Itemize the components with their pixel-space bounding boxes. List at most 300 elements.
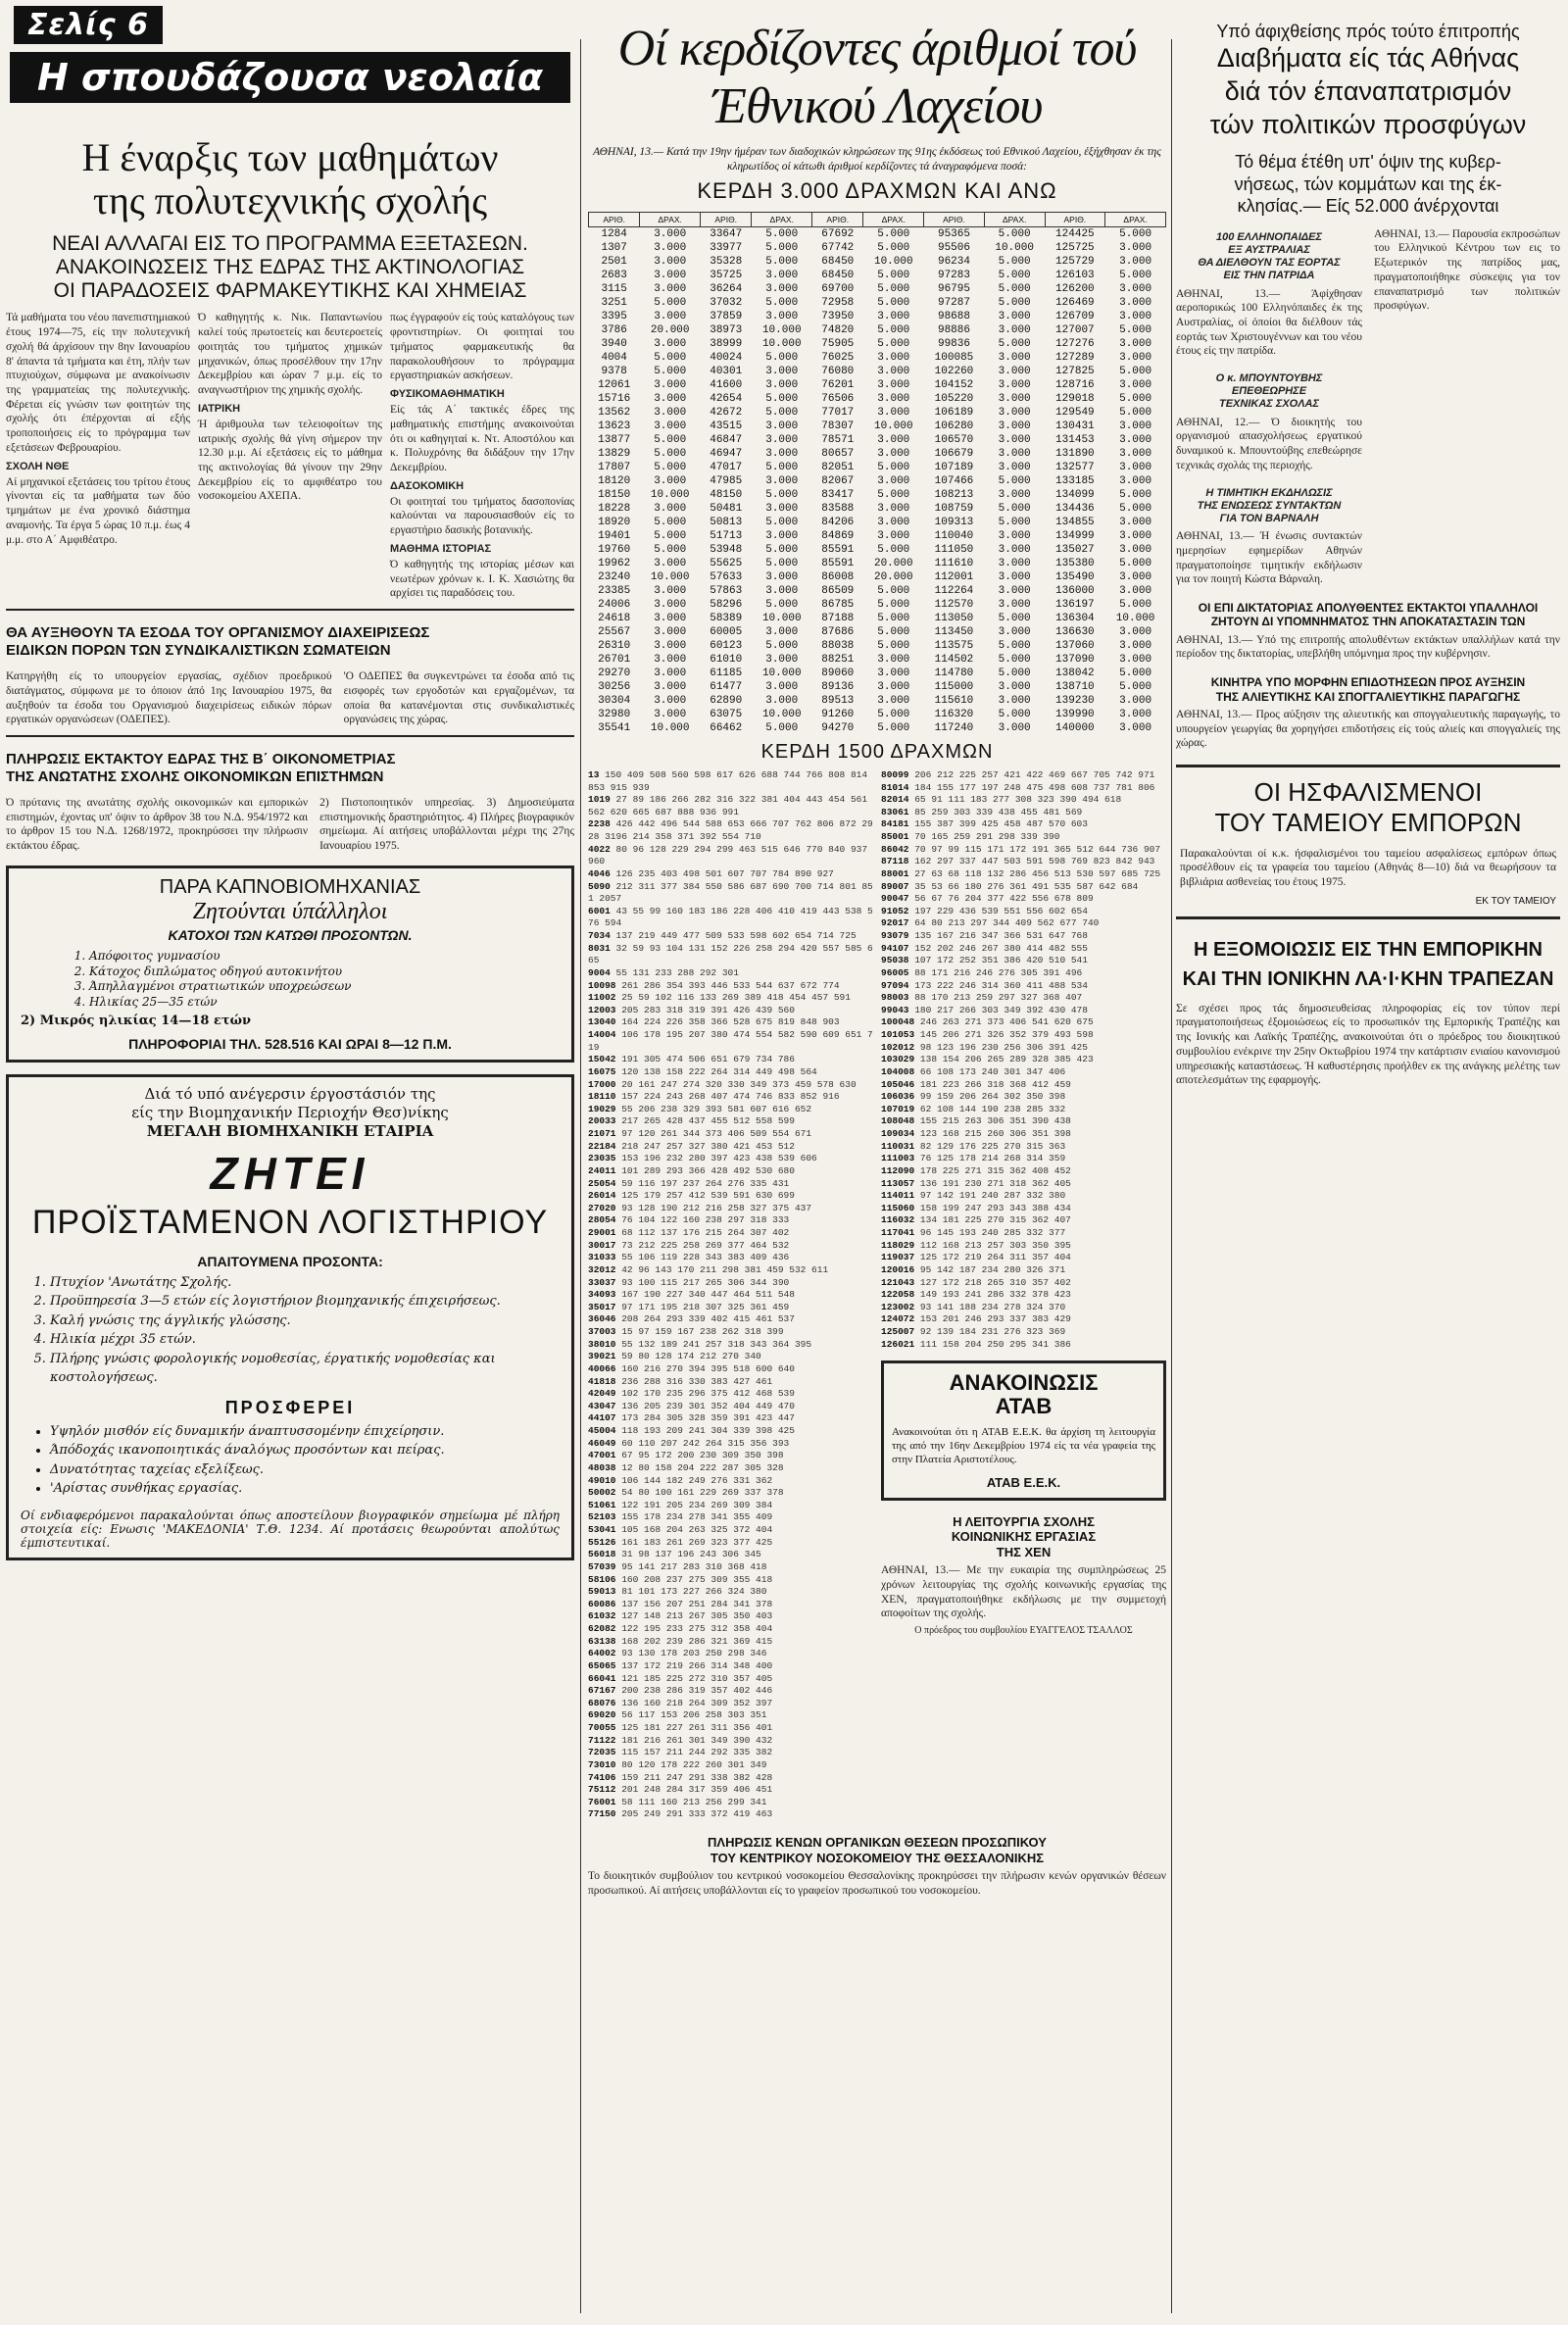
ad-intro <box>21 1085 560 1140</box>
signature: ΕΚ ΤΟΥ ΤΑΜΕΙΟΥ <box>1475 895 1556 907</box>
number-lead: 83061 <box>881 806 915 817</box>
number-lead: 94107 <box>881 942 915 954</box>
number-rest: 93 141 188 234 278 324 370 <box>919 1301 1066 1312</box>
table-cell: 3.000 <box>654 420 687 432</box>
number-line <box>881 818 1166 831</box>
title-line: της πολυτεχνικής σχολής <box>92 178 488 223</box>
number-lead: 88001 <box>881 867 915 879</box>
table-cell: 63075 <box>710 708 743 720</box>
number-line <box>588 1722 873 1735</box>
page-label: Σελίς 6 <box>14 6 163 44</box>
table-cell: 10.000 <box>761 667 802 679</box>
table-cell: 5.000 <box>765 721 799 734</box>
table-cell: 68450 <box>821 269 855 281</box>
number-line <box>588 980 873 993</box>
insured-title <box>1180 777 1556 838</box>
table-cell: 5.000 <box>765 516 799 528</box>
column-header-amount: ΔΡΑΧ. <box>984 212 1045 226</box>
table-cell: 3.000 <box>765 447 799 460</box>
table-row <box>589 543 1166 557</box>
number-line <box>881 868 1166 881</box>
number-line <box>588 1636 873 1649</box>
table-cell: 60005 <box>710 625 743 638</box>
table-cell: 3.000 <box>765 420 799 432</box>
table-cell: 26310 <box>598 639 631 652</box>
number-rest: 136 160 218 264 309 352 397 <box>621 1697 773 1708</box>
table-cell: 3.000 <box>1119 447 1152 460</box>
number-lead: 93079 <box>881 930 915 941</box>
table-cell: 129018 <box>1055 392 1095 405</box>
table-row <box>589 282 1166 296</box>
table-row <box>589 516 1166 529</box>
table-cell: 3.000 <box>998 625 1031 638</box>
right-body <box>1176 227 1560 587</box>
column-header-amount: ΔΡΑΧ. <box>1105 212 1166 226</box>
table-cell: 35328 <box>710 255 743 268</box>
number-rest: 106 178 195 207 380 474 554 582 590 609 651 719 <box>588 1029 873 1053</box>
number-line <box>588 1066 873 1079</box>
table-cell: 136630 <box>1055 625 1095 638</box>
number-rest: 164 224 226 358 366 528 675 819 848 903 <box>621 1016 840 1028</box>
table-cell: 106189 <box>934 406 974 419</box>
table-cell: 3940 <box>601 337 627 350</box>
number-line <box>881 1252 1166 1264</box>
number-lead: 125007 <box>881 1326 920 1337</box>
number-line <box>881 967 1166 980</box>
number-line <box>588 1797 873 1809</box>
table-cell: 114780 <box>934 667 974 679</box>
number-lead: 75112 <box>588 1784 622 1796</box>
title-line: ΕΙΣ ΤΗΝ ΠΑΤΡΙΔΑ <box>1223 270 1315 282</box>
number-lead: 110031 <box>881 1140 920 1152</box>
number-rest: 160 208 237 275 309 355 418 <box>621 1573 773 1585</box>
table-cell: 62890 <box>710 694 743 707</box>
number-lead: 51061 <box>588 1499 622 1510</box>
number-line <box>881 1240 1166 1253</box>
title-line: ΟΙ ΗΣΦΑΛΙΣΜΕΝΟΙ <box>1253 777 1483 808</box>
table-cell: 3.000 <box>998 543 1031 556</box>
table-cell: 3.000 <box>998 310 1031 322</box>
number-line <box>588 1759 873 1772</box>
number-rest: 93 130 178 203 250 298 346 <box>621 1648 767 1659</box>
number-line <box>588 1079 873 1092</box>
number-line <box>588 1450 873 1462</box>
table-cell: 5.000 <box>654 529 687 542</box>
table-cell: 131453 <box>1055 433 1095 446</box>
table-cell: 5.000 <box>998 269 1031 281</box>
table-cell: 3395 <box>601 310 627 322</box>
number-rest: 155 387 399 425 458 487 570 603 <box>914 818 1088 830</box>
number-rest: 135 167 216 347 366 531 647 768 <box>914 930 1088 941</box>
table-cell: 46947 <box>710 447 743 460</box>
table-cell: 3.000 <box>1119 310 1152 322</box>
number-line <box>881 1214 1166 1227</box>
number-lead: 87118 <box>881 856 915 867</box>
column-header-amount: ΔΡΑΧ. <box>752 212 812 226</box>
subheading: ΜΑΘΗΜΑ ΙΣΤΟΡΙΑΣ <box>390 542 492 555</box>
number-rest: 134 181 225 270 315 362 407 <box>919 1214 1071 1226</box>
number-rest: 246 263 271 373 406 541 620 675 <box>919 1016 1094 1028</box>
table-row <box>589 447 1166 461</box>
small-prize-column-right <box>881 769 1166 1821</box>
table-cell: 3.000 <box>877 516 910 528</box>
table-cell: 88038 <box>821 639 855 652</box>
table-cell: 10.000 <box>995 241 1034 254</box>
number-lead: 27020 <box>588 1202 622 1213</box>
mpountouvis-title <box>1176 372 1362 412</box>
table-cell: 37859 <box>710 310 743 322</box>
number-lead: 14004 <box>588 1029 622 1040</box>
table-cell: 106280 <box>934 420 974 432</box>
table-cell: 138042 <box>1055 667 1095 679</box>
number-lead: 22184 <box>588 1140 622 1152</box>
number-line <box>588 1240 873 1253</box>
number-rest: 65 91 111 183 277 308 323 390 494 618 <box>914 794 1122 806</box>
number-rest: 93 128 190 212 216 258 327 375 437 <box>621 1202 812 1213</box>
table-cell: 23385 <box>598 584 631 597</box>
table-row <box>589 255 1166 269</box>
economics-article-body <box>6 796 574 854</box>
atab-body: Ανακοινούται ότι η ΑΤΑΒ Ε.Ε.Κ. θα άρχίση τη λειτουργία της από την 16ην Δεκεμβρίου 1974 είς τα νέα γραφεία της στην Πλατεία Αριστοτέλους. <box>892 1425 1155 1466</box>
number-lead: 61032 <box>588 1610 622 1622</box>
number-lead: 112090 <box>881 1164 920 1176</box>
number-rest: 236 288 316 330 383 427 461 <box>621 1375 773 1387</box>
title-line: τών πολιτικών προσφύγων <box>1209 109 1527 139</box>
number-rest: 178 225 271 315 362 408 452 <box>919 1164 1071 1176</box>
table-cell: 3.000 <box>877 653 910 666</box>
table-cell: 3.000 <box>765 529 799 542</box>
table-cell: 107189 <box>934 461 974 473</box>
table-cell: 76080 <box>821 365 855 377</box>
number-lead: 29001 <box>588 1227 622 1238</box>
number-line <box>881 980 1166 993</box>
table-cell: 5.000 <box>998 296 1031 309</box>
table-cell: 10.000 <box>761 708 802 720</box>
table-cell: 67692 <box>821 227 855 240</box>
number-rest: 138 154 206 265 289 328 385 423 <box>919 1054 1094 1065</box>
number-rest: 206 212 225 257 421 422 469 667 705 742 971 <box>914 768 1155 780</box>
number-line <box>588 1511 873 1524</box>
number-rest: 85 259 303 339 438 455 481 569 <box>914 806 1083 817</box>
ad-footer: Οί ενδιαφερόμενοι παρακαλούνται όπως αποστείλουν βιογραφικόν σημείωμα μέ πλήρη στοιχεία είς: Ενωσις 'ΜΑΚΕΔΟΝΙΑ' Τ.Θ. 1234. Αί προτάσεις θεωρούνται απολύτως έμπιστευτικαί. <box>21 1508 560 1550</box>
number-line <box>881 1042 1166 1055</box>
table-cell: 136197 <box>1055 598 1095 611</box>
lottery-intro: ΑΘΗΝΑΙ, 13.— Κατά την 19ην ήμέραν των διαδοχικών κληρώσεων της 91ης έκδόσεως τού Εθνικού Λαχείου, έξήχθησαν έκ της κληρωτίδος οί κάτωθι άριθμοί κερδίζοντες τά άναγραφόμενα ποσά: <box>593 146 1161 173</box>
number-line <box>588 1128 873 1141</box>
table-cell: 40301 <box>710 365 743 377</box>
table-cell: 5.000 <box>765 227 799 240</box>
intro-line: ΜΕΓΑΛΗ ΒΙΟΜΗΧΑΝΙΚΗ ΕΤΑΙΡΙΑ <box>146 1121 434 1140</box>
number-rest: 82 129 176 225 270 315 363 <box>919 1140 1066 1152</box>
table-cell: 134855 <box>1055 516 1095 528</box>
number-list <box>588 769 873 1821</box>
number-lead: 57039 <box>588 1560 622 1572</box>
section-banner: Η σπουδάζουσα νεολαία <box>10 52 570 103</box>
table-row <box>589 584 1166 598</box>
table-row <box>589 392 1166 406</box>
table-cell: 96795 <box>937 282 970 295</box>
table-cell: 3.000 <box>877 502 910 515</box>
table-cell: 58296 <box>710 598 743 611</box>
number-line <box>881 844 1166 857</box>
table-cell: 1284 <box>601 227 627 240</box>
table-cell: 115610 <box>934 694 974 707</box>
number-line <box>588 1487 873 1500</box>
table-cell: 111610 <box>934 557 974 569</box>
number-lead: 89007 <box>881 880 915 892</box>
number-line <box>588 1438 873 1451</box>
ad-offers <box>50 1422 560 1499</box>
number-rest: 67 95 172 200 230 309 350 398 <box>621 1450 784 1461</box>
lead-article-subtitle <box>6 232 574 303</box>
number-lead: 8031 <box>588 942 616 954</box>
number-line <box>881 1190 1166 1203</box>
table-row <box>589 667 1166 680</box>
table-cell: 5.000 <box>1119 365 1152 377</box>
tobacco-ad <box>6 866 574 1063</box>
number-lead: 31033 <box>588 1252 622 1263</box>
number-lead: 73010 <box>588 1758 622 1770</box>
table-cell: 3.000 <box>998 461 1031 473</box>
paragraph: 2) Πιστοποιητικόν υπηρεσίας. 3) Δημοσιεύματα επιστημονικής δραστηριότητος. 4) Πλήρες βιογραφικόν σημείωμα. Αί αιτήσεις υποβάλλονται μέχρι της 27ης Ιανουαρίου 1975. <box>319 797 574 853</box>
table-cell: 126709 <box>1055 310 1095 322</box>
list-item: 1. Απόφοιτος γυμνασίου <box>89 949 560 965</box>
number-rest: 70 165 259 291 298 339 390 <box>914 831 1060 842</box>
table-cell: 83588 <box>821 502 855 515</box>
paragraph: 'Ο ΟΔΕΠΕΣ θα συγκεντρώνει τα έσοδα από τις εισφορές των εργοδοτών και εργαζομένων, τα οποία θα κατανέμονται στις συνδικαλιστικές οργανώσεις της χώρας. <box>343 670 574 726</box>
chen-article-title <box>881 1514 1166 1560</box>
table-cell: 3.000 <box>765 625 799 638</box>
table-cell: 5.000 <box>877 227 910 240</box>
number-rest: 137 156 207 251 284 341 378 <box>621 1598 773 1609</box>
table-cell: 5.000 <box>877 639 910 652</box>
number-rest: 161 183 261 269 323 377 425 <box>621 1536 773 1548</box>
number-lead: 36046 <box>588 1313 622 1325</box>
number-line <box>881 1153 1166 1165</box>
number-line <box>588 1277 873 1290</box>
table-cell: 124425 <box>1055 227 1095 240</box>
number-line <box>588 1388 873 1401</box>
divider <box>6 609 574 611</box>
title-line: ΤΗΣ ΧΕΝ <box>996 1544 1052 1559</box>
table-cell: 25567 <box>598 625 631 638</box>
table-cell: 3.000 <box>654 255 687 268</box>
table-row <box>589 570 1166 584</box>
table-cell: 5.000 <box>998 667 1031 679</box>
table-row <box>589 433 1166 447</box>
number-line <box>588 769 873 794</box>
table-cell: 5.000 <box>877 269 910 281</box>
table-cell: 78571 <box>821 433 855 446</box>
number-lead: 7034 <box>588 930 616 941</box>
table-cell: 126469 <box>1055 296 1095 309</box>
number-lead: 42049 <box>588 1388 622 1400</box>
number-lead: 113057 <box>881 1177 920 1189</box>
table-row <box>589 378 1166 392</box>
table-cell: 113575 <box>934 639 974 652</box>
table-cell: 5.000 <box>654 461 687 473</box>
table-cell: 5.000 <box>1119 323 1152 336</box>
table-cell: 3.000 <box>877 529 910 542</box>
number-lead: 53041 <box>588 1524 622 1535</box>
table-cell: 5.000 <box>1119 392 1152 405</box>
table-cell: 127825 <box>1055 365 1095 377</box>
list-item: 3. Άπηλλαγμένοι στρατιωτικών υποχρεώσεων <box>89 979 560 995</box>
number-line <box>588 1339 873 1352</box>
table-cell: 3.000 <box>998 529 1031 542</box>
table-cell: 19962 <box>598 557 631 569</box>
number-lead: 90047 <box>881 893 915 905</box>
number-line <box>881 1054 1166 1066</box>
number-lead: 45004 <box>588 1425 622 1436</box>
number-rest: 122 191 205 234 269 309 384 <box>621 1499 773 1510</box>
table-cell: 3115 <box>601 282 627 295</box>
syndicates-article-body <box>6 669 574 727</box>
ad-requirements <box>89 949 560 1010</box>
table-cell: 5.000 <box>877 598 910 611</box>
table-row <box>589 310 1166 323</box>
table-cell: 131890 <box>1055 447 1095 460</box>
table-cell: 96234 <box>937 255 970 268</box>
table-cell: 76201 <box>821 378 855 391</box>
number-lead: 20033 <box>588 1115 622 1127</box>
table-cell: 3.000 <box>877 433 910 446</box>
number-line <box>881 1016 1166 1029</box>
number-rest: 55 106 119 228 343 383 409 436 <box>621 1252 790 1263</box>
number-line <box>588 1586 873 1599</box>
number-line <box>588 1289 873 1302</box>
table-cell: 5.000 <box>877 721 910 734</box>
number-line <box>588 1401 873 1413</box>
small-prize-heading: ΚΕΡΔΗ 1500 ΔΡΑΧΜΩΝ <box>760 740 994 763</box>
number-lead: 15042 <box>588 1054 622 1065</box>
table-cell: 57863 <box>710 584 743 597</box>
table-cell: 3.000 <box>1119 378 1152 391</box>
number-lead: 122058 <box>881 1289 920 1301</box>
table-cell: 5.000 <box>1119 269 1152 281</box>
table-cell: 85591 <box>821 557 855 569</box>
signature: Ο πρόεδρος του συμβουλίου ΕΥΑΓΓΕΛΟΣ ΤΣΑΛΛΟΣ <box>914 1625 1133 1637</box>
number-rest: 127 172 218 265 310 357 402 <box>919 1276 1071 1288</box>
number-lead: 97094 <box>881 979 915 991</box>
table-cell: 95506 <box>937 241 970 254</box>
table-row <box>589 708 1166 721</box>
table-cell: 89060 <box>821 667 855 679</box>
number-line <box>588 1623 873 1636</box>
ad-position: ΠΡΟΪΣΤΑΜΕΝΟΝ ΛΟΓΙΣΤΗΡΙΟΥ <box>31 1203 549 1241</box>
table-cell: 61477 <box>710 680 743 693</box>
table-cell: 105220 <box>934 392 974 405</box>
number-lead: 63138 <box>588 1635 622 1647</box>
subtitle-line: κλησίας.— Είς 52.000 άνέρχονται <box>1237 196 1499 217</box>
table-cell: 35725 <box>710 269 743 281</box>
table-cell: 138710 <box>1055 680 1095 693</box>
table-cell: 3.000 <box>1119 529 1152 542</box>
kicker: Υπό άφιχθείσης πρός τούτο έπιτροπής <box>1216 22 1520 41</box>
number-line <box>588 1475 873 1488</box>
number-rest: 173 284 305 328 359 391 423 447 <box>621 1412 795 1424</box>
table-cell: 30256 <box>598 680 631 693</box>
title-line: ΤΗΣ ΕΝΩΣΕΩΣ ΣΥΝΤΑΚΤΩΝ <box>1197 499 1342 512</box>
table-cell: 106679 <box>934 447 974 460</box>
table-cell: 3.000 <box>998 694 1031 707</box>
table-cell: 108213 <box>934 488 974 501</box>
table-row <box>589 323 1166 337</box>
number-line <box>881 1339 1166 1352</box>
atab-ad <box>881 1360 1166 1500</box>
table-cell: 3.000 <box>654 708 687 720</box>
number-rest: 60 110 207 242 264 315 356 393 <box>621 1437 790 1449</box>
right-column <box>1176 0 1560 2325</box>
table-cell: 43515 <box>710 420 743 432</box>
title-line: διά τόν έπαναπατρισμόν <box>1224 75 1512 106</box>
number-rest: 137 219 449 477 509 533 598 602 654 714 725 <box>615 930 857 941</box>
table-row <box>589 241 1166 255</box>
number-line <box>588 1425 873 1438</box>
number-line <box>881 782 1166 795</box>
number-lead: 117041 <box>881 1227 920 1238</box>
paragraph: Οι φοιτηταί του τμήματος δασοπονίας καλούνται να παρουσιασθούν είς το εργαστήριο δασικής βοτανικής. <box>390 495 574 537</box>
column-header-amount: ΔΡΑΧ. <box>863 212 924 226</box>
number-rest: 153 196 232 280 397 423 438 539 606 <box>621 1153 817 1164</box>
number-line <box>881 1091 1166 1104</box>
table-cell: 5.000 <box>1119 667 1152 679</box>
number-rest: 107 172 252 351 386 420 510 541 <box>914 955 1088 966</box>
number-line <box>588 868 873 881</box>
number-rest: 55 131 233 288 292 301 <box>615 966 739 978</box>
table-cell: 5.000 <box>654 433 687 446</box>
table-cell: 3.000 <box>877 694 910 707</box>
table-cell: 5.000 <box>877 543 910 556</box>
table-cell: 5.000 <box>998 255 1031 268</box>
title-line: ΚΑΙ ΤΗΝ ΙΟΝΙΚΗΝ ΛΑ·Ι·ΚΗΝ ΤΡΑΠΕΖΑΝ <box>1182 967 1554 990</box>
table-cell: 5.000 <box>654 365 687 377</box>
table-cell: 5.000 <box>765 557 799 569</box>
number-lead: 60086 <box>588 1598 622 1609</box>
number-rest: 426 442 496 544 588 653 666 707 762 806 872 2928 3196 214 358 371 392 554 710 <box>588 818 873 842</box>
title-line: Η έναρξις των μαθημάτων <box>81 135 499 179</box>
title-line: ΘΑ ΑΥΞΗΘΟΥΝ ΤΑ ΕΣΟΔΑ ΤΟΥ ΟΡΓΑΝΙΣΜΟΥ ΔΙΑΧΕΙΡΙΣΕΩΣ <box>6 624 430 642</box>
number-line <box>881 1029 1166 1042</box>
table-cell: 80657 <box>821 447 855 460</box>
number-lead: 120016 <box>881 1263 920 1275</box>
number-rest: 205 283 318 319 391 426 439 560 <box>621 1004 795 1015</box>
table-cell: 3.000 <box>1119 420 1152 432</box>
number-rest: 218 247 257 327 380 421 453 512 <box>621 1140 795 1152</box>
table-cell: 3.000 <box>1119 653 1152 666</box>
number-lead: 46049 <box>588 1437 622 1449</box>
table-cell: 128716 <box>1055 378 1095 391</box>
prize-heading: ΚΕΡΔΗ 3.000 ΔΡΑΧΜΩΝ ΚΑΙ ΑΝΩ <box>697 177 1057 203</box>
number-lead: 105046 <box>881 1078 920 1090</box>
number-line <box>588 1549 873 1561</box>
table-cell: 3.000 <box>877 474 910 487</box>
number-line <box>881 881 1166 894</box>
number-lead: 124072 <box>881 1313 920 1325</box>
list-item: • Δυνατότητας ταχείας εξελίξεως. <box>50 1460 560 1480</box>
column-rule <box>1171 39 1172 2313</box>
table-cell: 3.000 <box>1119 584 1152 597</box>
number-line <box>588 967 873 980</box>
table-cell: 18150 <box>598 488 631 501</box>
table-cell: 89136 <box>821 680 855 693</box>
table-cell: 127276 <box>1055 337 1095 350</box>
number-rest: 64 80 213 297 344 409 562 677 740 <box>914 917 1100 929</box>
title-line: ΤΟΥ ΤΑΜΕΙΟΥ ΕΜΠΟΡΩΝ <box>1214 808 1522 838</box>
table-cell: 111050 <box>934 543 974 556</box>
table-cell: 10.000 <box>1115 612 1155 624</box>
table-cell: 13829 <box>598 447 631 460</box>
